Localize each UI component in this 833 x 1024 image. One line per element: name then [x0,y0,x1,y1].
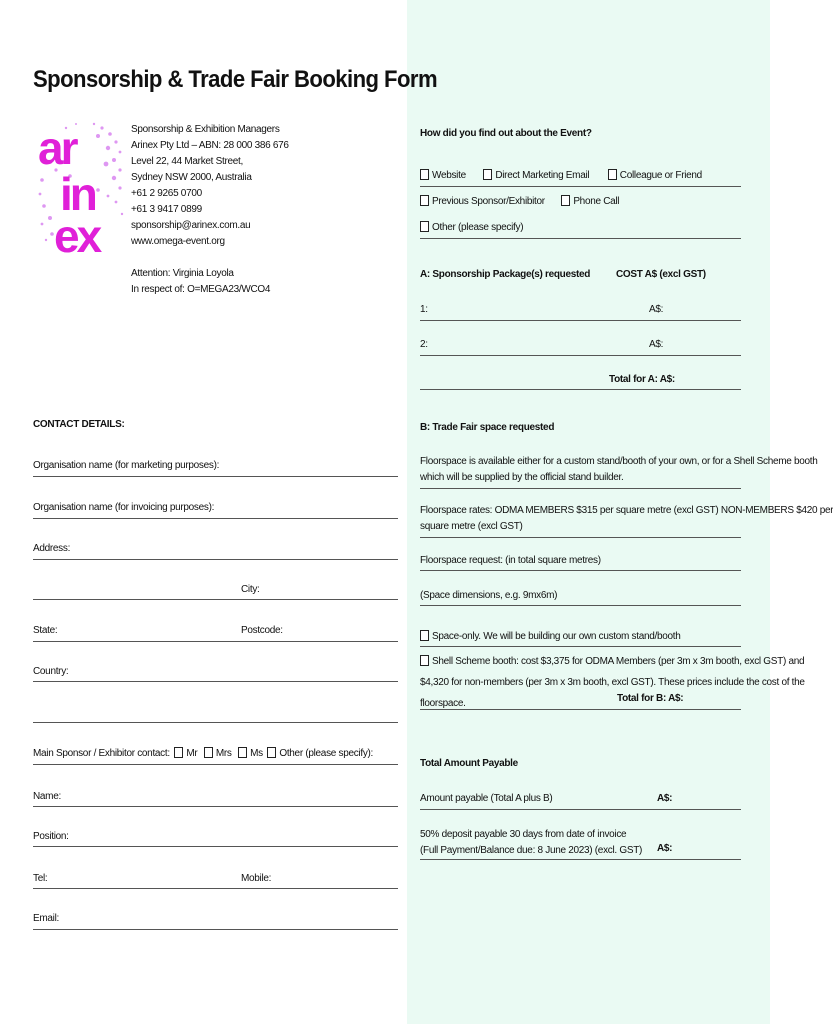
description-line: which will be supplied by the official stand builder. [420,472,624,483]
amount-payable-field[interactable] [420,809,741,810]
mrs-checkbox[interactable] [204,747,213,758]
amount-payable-label: Amount payable (Total A plus B) [420,793,553,804]
org-invoicing-field[interactable] [33,518,398,519]
main-contact-row [33,747,373,759]
arinex-logo [36,120,126,262]
address-email: sponsorship@arinex.com.au [131,220,251,231]
address-line: Arinex Pty Ltd – ABN: 28 000 386 676 [131,140,289,151]
howfound-row-3 [420,221,523,233]
contact-heading: CONTACT DETAILS: [33,419,125,430]
country-label: Country: [33,666,69,677]
package-row-1-field[interactable] [420,320,741,321]
floorspace-rates [420,503,833,535]
tel-mobile-field[interactable] [33,888,398,889]
other-title-label: Other (please specify): [279,748,374,759]
section-b-total-field[interactable] [420,709,741,710]
deposit-note [420,827,642,859]
main-contact-label: Main Sponsor / Exhibitor contact: [33,748,170,759]
deposit-field[interactable] [420,859,741,860]
email-field[interactable] [33,929,398,930]
svg-text:in: in [60,168,95,220]
address-line: Sydney NSW 2000, Australia [131,172,252,183]
page-title: Sponsorship & Trade Fair Booking Form [33,66,438,93]
website-label: Website [432,170,466,181]
other-source-label: Other (please specify) [432,222,524,233]
shell-scheme-checkbox[interactable] [420,655,429,666]
address-label: Address: [33,543,71,554]
amount-payable-currency: A$: [657,793,673,804]
address-block [131,122,289,298]
org-marketing-field[interactable] [33,476,398,477]
phone-call-checkbox[interactable] [561,195,570,206]
email-label: Email: [33,913,59,924]
section-a-total: Total for A: A$: [609,374,675,385]
space-dimensions-label: (Space dimensions, e.g. 9mx6m) [420,590,558,601]
svg-text:ex: ex [54,210,100,262]
respect-line: In respect of: O=MEGA23/WCO4 [131,284,271,295]
address-website: www.omega-event.org [131,236,225,247]
rates-line: square metre (excl GST) [420,521,523,532]
colleague-label: Colleague or Friend [619,170,702,181]
name-label: Name: [33,791,61,802]
howfound-question: How did you find out about the Event? [420,128,592,139]
address-line: Sponsorship & Exhibition Managers [131,124,280,135]
mrs-label: Mrs [215,748,232,759]
shell-scheme-line: $4,320 for non-members (per 3m x 3m booth, excl GST). These prices include the cost of the [420,677,805,688]
position-field[interactable] [33,846,398,847]
package-row-2-currency: A$: [649,339,664,350]
shell-scheme-line: Shell Scheme booth: cost $3,375 for ODMA Members (per 3m x 3m booth, excl GST) and [432,656,805,667]
section-b-heading: B: Trade Fair space requested [420,422,555,433]
previous-sponsor-checkbox[interactable] [420,195,429,206]
other-title-checkbox[interactable] [267,747,276,758]
org-marketing-label: Organisation name (for marketing purposes): [33,460,220,471]
space-only-label: Space-only. We will be building our own custom stand/booth [432,631,681,642]
package-row-1-currency: A$: [649,304,664,315]
section-b-description [420,454,818,486]
shell-scheme-line: floorspace. [420,698,466,709]
city-label: City: [241,584,260,595]
space-only-row [420,630,681,642]
ms-label: Ms [250,748,263,759]
mobile-label: Mobile: [241,873,272,884]
tel-label: Tel: [33,873,48,884]
mr-label: Mr [186,748,198,759]
svg-text:ar: ar [38,122,76,174]
section-b-divider-1 [420,488,741,489]
package-row-1-label: 1: [420,304,428,315]
other-source-checkbox[interactable] [420,221,429,232]
total-payable-heading: Total Amount Payable [420,758,518,769]
floorspace-request-field[interactable] [420,570,741,571]
state-postcode-field[interactable] [33,641,398,642]
section-a-total-field[interactable] [420,389,741,390]
howfound-row-2 [420,195,619,207]
deposit-line: 50% deposit payable 30 days from date of invoice [420,829,627,840]
country-field[interactable] [33,681,398,682]
mr-checkbox[interactable] [174,747,183,758]
address-line: +61 3 9417 0899 [131,204,202,215]
space-only-checkbox[interactable] [420,630,429,641]
colleague-checkbox[interactable] [608,169,617,180]
section-b-total: Total for B: A$: [617,693,684,704]
rates-line: Floorspace rates: ODMA MEMBERS $315 per square metre (excl GST) NON-MEMBERS $420 per [420,505,833,516]
package-row-2-label: 2: [420,339,428,350]
postcode-label: Postcode: [241,625,283,636]
section-a-heading: A: Sponsorship Package(s) requested [420,269,591,280]
section-a-cost-heading: COST A$ (excl GST) [616,269,706,280]
other-source-field[interactable] [420,238,741,239]
shell-scheme-block [420,651,805,714]
deposit-line: (Full Payment/Balance due: 8 June 2023) (excl. GST) [420,845,643,856]
package-row-2-field[interactable] [420,355,741,356]
description-line: Floorspace is available either for a custom stand/booth of your own, or for a Shell Scheme booth [420,456,818,467]
country-extra-field[interactable] [33,722,398,723]
section-b-divider-2 [420,537,741,538]
address-field[interactable] [33,559,398,560]
direct-marketing-label: Direct Marketing Email [495,170,590,181]
howfound-divider-1 [420,186,741,187]
address-city-field[interactable] [33,599,398,600]
position-label: Position: [33,831,69,842]
section-b-divider-3 [420,646,741,647]
space-dimensions-field[interactable] [420,605,741,606]
floorspace-request-label: Floorspace request: (in total square metres) [420,555,601,566]
phone-call-label: Phone Call [573,196,620,207]
main-contact-field[interactable] [33,764,398,765]
website-checkbox[interactable] [420,169,429,180]
state-label: State: [33,625,58,636]
deposit-currency: A$: [657,843,673,854]
address-line: +61 2 9265 0700 [131,188,202,199]
direct-marketing-checkbox[interactable] [483,169,492,180]
previous-sponsor-label: Previous Sponsor/Exhibitor [432,196,545,207]
org-invoicing-label: Organisation name (for invoicing purposes): [33,502,215,513]
name-field[interactable] [33,806,398,807]
howfound-row-1 [420,169,702,181]
attention-line: Attention: Virginia Loyola [131,268,234,279]
address-line: Level 22, 44 Market Street, [131,156,243,167]
ms-checkbox[interactable] [238,747,247,758]
